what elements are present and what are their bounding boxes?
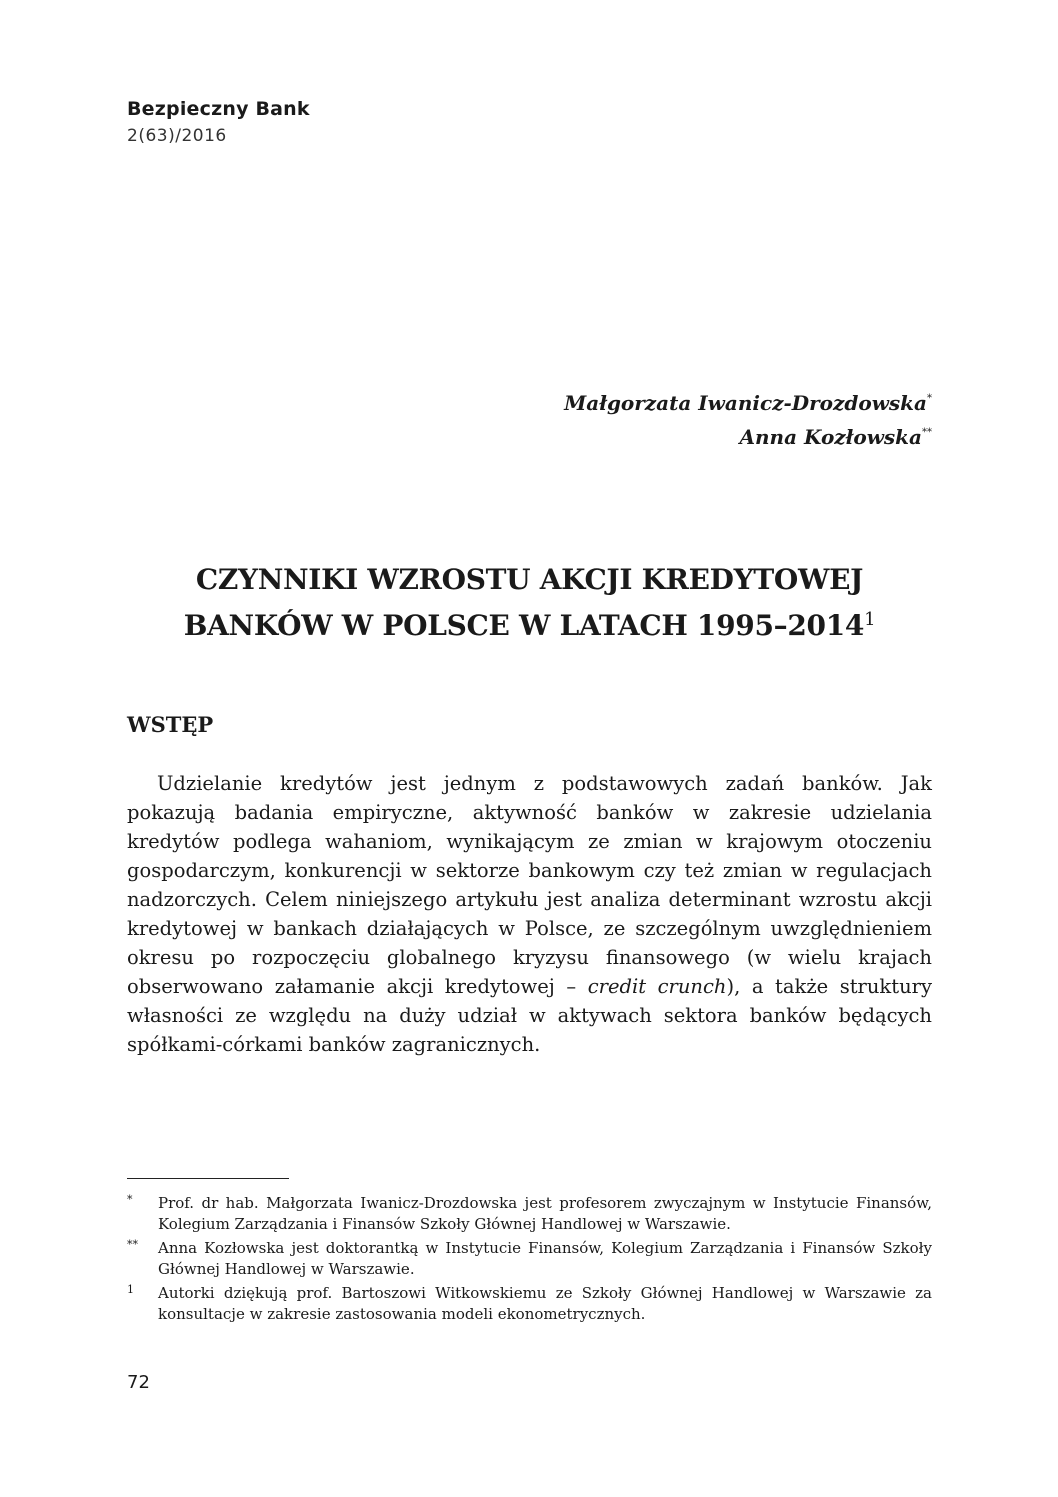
title-line-1: CZYNNIKI WZROSTU AKCJI KREDYTOWEJ (195, 563, 864, 596)
page-number: 72 (127, 1372, 150, 1393)
footnote (127, 1193, 932, 1235)
title-footnote-mark: 1 (864, 609, 876, 630)
footnotes (127, 1193, 932, 1328)
author-footnote-mark: ** (922, 427, 932, 438)
footnote-mark: ** (127, 1238, 138, 1251)
footnote-separator (127, 1178, 289, 1179)
journal-header (127, 98, 310, 146)
journal-issue: 2(63)/2016 (127, 126, 227, 146)
intro-paragraph (127, 769, 932, 1059)
article-title (127, 560, 932, 646)
author-name: Małgorzata Iwanicz-Drozdowska (564, 391, 927, 415)
footnote (127, 1238, 932, 1280)
footnote-text: Autorki dziękują prof. Bartoszowi Witkowskiemu ze Szkoły Głównej Handlowej w Warszawie za konsultacje w zakresie zastosowania modeli ekonometrycznych. (158, 1284, 932, 1323)
footnote-text: Prof. dr hab. Małgorzata Iwanicz-Drozdowska jest profesorem zwyczajnym w Instytucie Finansów, Kolegium Zarządzania i Finansów Szkoły Głównej Handlowej w Warszawie. (158, 1194, 932, 1233)
paragraph-italic-term: credit crunch (587, 975, 727, 998)
author-footnote-mark: * (927, 393, 932, 404)
paragraph-text: Udzielanie kredytów jest jednym z podstawowych zadań banków. Jak pokazują badania empiryczne, aktywność banków w zakresie udzielania kredytów podlega wahaniom, wynikającym ze zmian w krajowym otoczeniu gospodarczym, konkurencji w sektorze bankowym czy też zmian w regulacjach nadzorczych. Celem niniejszego artykułu jest analiza determinant wzrostu akcji kredytowej w bankach działających w Polsce, ze szczególnym uwzględnieniem okresu po rozpoczęciu globalnego kryzysu finansowego (w wielu krajach obserwowano załamanie akcji kredytowej – (127, 772, 932, 998)
title-line-2 (127, 600, 932, 646)
footnote-text: Anna Kozłowska jest doktorantką w Instytucie Finansów, Kolegium Zarządzania i Finansów Szkoły Głównej Handlowej w Warszawie. (158, 1239, 932, 1278)
title-line-2-text: BANKÓW W POLSCE W LATACH 1995–2014 (183, 609, 865, 642)
paragraph-text: ), a także struktury własności ze względu na duży udział w aktywach sektora banków będących spółkami-córkami banków zagranicznych. (127, 975, 932, 1056)
author-name: Anna Kozłowska (739, 425, 922, 449)
author-2 (564, 418, 932, 452)
footnote-mark: 1 (127, 1283, 134, 1296)
journal-name: Bezpieczny Bank (127, 98, 310, 120)
author-1 (564, 384, 932, 418)
footnote (127, 1283, 932, 1325)
footnote-mark: * (127, 1193, 133, 1206)
author-block (564, 384, 932, 452)
section-heading: WSTĘP (127, 712, 214, 737)
